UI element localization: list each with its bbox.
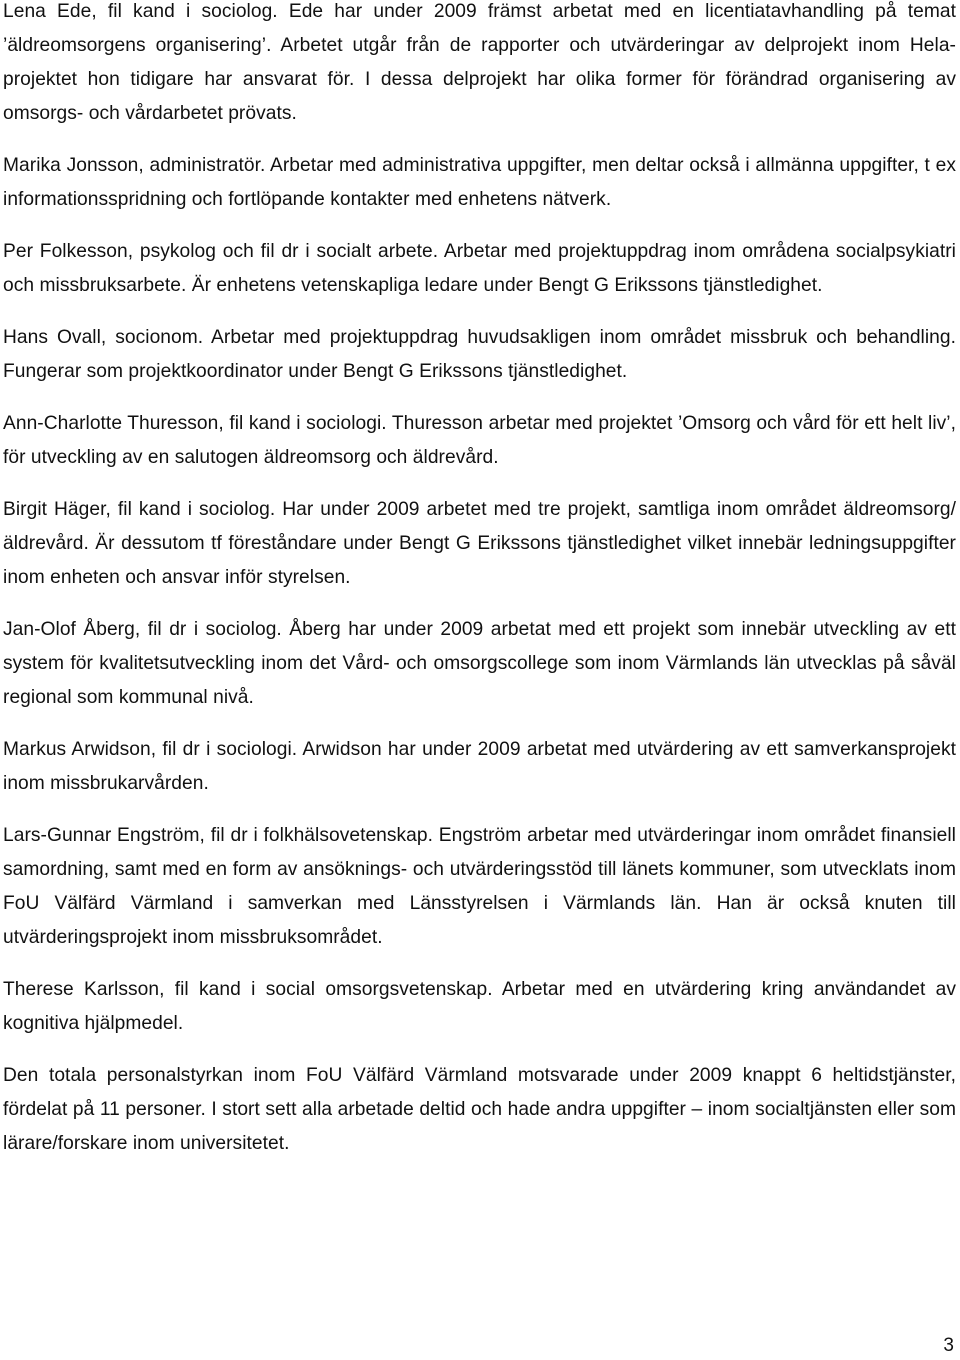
paragraph-lena-ede: Lena Ede, fil kand i sociolog. Ede har under 2009 främst arbetat med en licentiatavhandling på temat ’äldreomsorgens organisering’. Arbetet utgår från de rapporter och utvärderingar av delprojekt inom Hela-projektet hon tidigare har ansvarat för. I dessa delprojekt har olika former för förändrad organisering av omsorgs- och vårdarbetet prövats. <box>3 1 956 124</box>
document-page <box>3 0 956 1179</box>
paragraph-marika-jonsson: Marika Jonsson, administratör. Arbetar med administrativa uppgifter, men deltar också i allmänna uppgifter, t ex informationsspridning och fortlöpande kontakter med enhetens nätverk. <box>3 155 956 210</box>
paragraph-per-folkesson: Per Folkesson, psykolog och fil dr i socialt arbete. Arbetar med projektuppdrag inom områdena socialpsykiatri och missbruksarbete. Är enhetens vetenskapliga ledare under Bengt G Erikssons tjänstledighet. <box>3 241 956 296</box>
paragraph-hans-ovall: Hans Ovall, socionom. Arbetar med projektuppdrag huvudsakligen inom området missbruk och behandling. Fungerar som projektkoordinator under Bengt G Erikssons tjänstledighet. <box>3 327 956 382</box>
paragraph-jan-olof-aberg: Jan-Olof Åberg, fil dr i sociolog. Åberg har under 2009 arbetat med ett projekt som innebär utveckling av ett system för kvalitetsutveckling inom det Vård- och omsorgscollege som inom Värmlands län utvecklas på såväl regional som kommunal nivå. <box>3 619 956 708</box>
paragraph-markus-arwidson: Markus Arwidson, fil dr i sociologi. Arwidson har under 2009 arbetat med utvärdering av ett samverkansprojekt inom missbrukarvården. <box>3 739 956 794</box>
paragraph-birgit-hager: Birgit Häger, fil kand i sociolog. Har under 2009 arbetet med tre projekt, samtliga inom området äldreomsorg/äldrevård. Är dessutom tf föreståndare under Bengt G Erikssons tjänstledighet vilket innebär ledningsuppgifter inom enheten och ansvar inför styrelsen. <box>3 499 956 588</box>
paragraph-lars-gunnar-engstrom: Lars-Gunnar Engström, fil dr i folkhälsovetenskap. Engström arbetar med utvärderingar inom området finansiell samordning, samt med en form av ansöknings- och utvärderingsstöd till länets kommuner, som utvecklats inom FoU Välfärd Värmland i samverkan med Länsstyrelsen i Värmlands län. Han är också knuten till utvärderingsprojekt inom missbruksområdet. <box>3 825 956 948</box>
paragraph-therese-karlsson: Therese Karlsson, fil kand i social omsorgsvetenskap. Arbetar med en utvärdering kring användandet av kognitiva hjälpmedel. <box>3 979 956 1034</box>
paragraph-personalstyrka-summary: Den totala personalstyrkan inom FoU Välfärd Värmland motsvarade under 2009 knappt 6 heltidstjänster, fördelat på 11 personer. I stort sett alla arbetade deltid och hade andra uppgifter – inom socialtjänsten eller som lärare/forskare inom universitetet. <box>3 1065 956 1154</box>
paragraph-ann-charlotte-thuresson: Ann-Charlotte Thuresson, fil kand i sociologi. Thuresson arbetar med projektet ’Omsorg och vård för ett helt liv’, för utveckling av en salutogen äldreomsorg och äldrevård. <box>3 413 956 468</box>
page-number: 3 <box>943 1335 954 1356</box>
